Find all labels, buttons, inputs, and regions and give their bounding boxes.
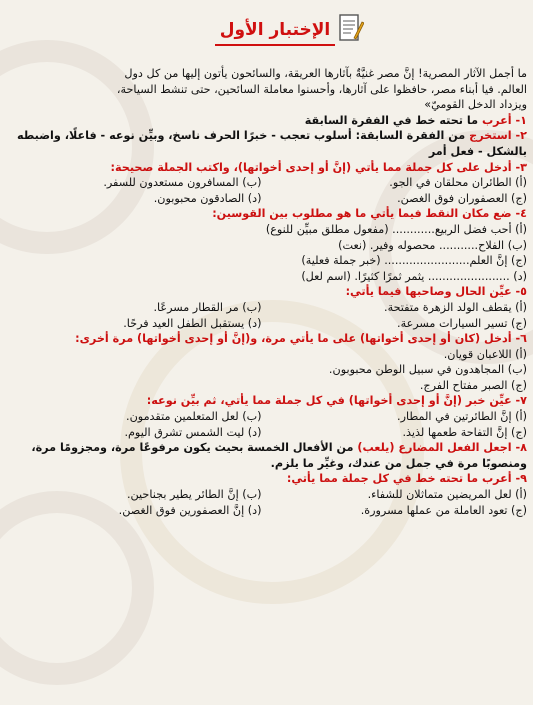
question-9-items [6, 487, 527, 518]
question-5-items [6, 300, 527, 331]
question-8 [6, 440, 527, 471]
list-item: (ب) المسافرون مستعدون للسفر. [103, 176, 262, 190]
question-7-heading: ٧- عيِّن خبر (إنَّ أو إحدى أخواتها) في كل جملة مما يأتي، ثم بيِّن نوعه: [146, 394, 527, 408]
question-1 [6, 113, 527, 129]
question-2-text: من الفقرة السابقة: أسلوب تعجب - خبرًا الحرف ناسخ، وبيِّن نوعه - فاعلًا، واضبطه [17, 129, 470, 143]
list-item: (ب) إنَّ الطائر يطير بجناحين. [126, 488, 262, 502]
question-8-text: من الأفعال الخمسة بحيث يكون مرفوعًا مرة، ومجزومًا مرة، [31, 441, 358, 455]
question-6-items [6, 347, 527, 394]
question-9-heading: ٩- أعرب ما تحته خط في كل جملة مما يأتي: [286, 472, 527, 486]
list-item: (ج) العصفوران فوق الغصن. [397, 191, 527, 205]
list-item: (أ) لعل المريضين متماثلان للشفاء. [367, 488, 527, 502]
question-8-number: ٨- اجعل الفعل المضارع (يلعب) [357, 441, 527, 455]
title-underline [215, 44, 335, 46]
question-2 [6, 128, 527, 159]
list-item: (ج) تسير السيارات مسرعة. [397, 316, 527, 330]
list-item: (د) ....................... يثمر ثمرًا كثيرًا. (اسم لعل) [301, 269, 527, 283]
list-item: (أ) إنَّ الطائرتين في المطار. [397, 410, 527, 424]
list-item: (د) الصادقون محبوبون. [153, 191, 262, 205]
question-4-items [6, 222, 527, 284]
question-6-heading: ٦- أدخل (كان أو إحدى أخواتها) على ما يأتي مرة، و(إنَّ أو إحدى أخواتها) مرة أخرى: [75, 332, 527, 346]
exam-content [6, 66, 527, 518]
question-3-items [6, 175, 527, 206]
intro-paragraph [6, 66, 527, 113]
list-item: (ج) تعود العاملة من عملها مسرورة. [360, 503, 527, 517]
question-4-heading: ٤- ضع مكان النقط فيما يأتي ما هو مطلوب بين القوسين: [212, 207, 527, 221]
list-item: (أ) اللاعبان قويان. [443, 347, 527, 361]
question-3-heading: ٣- أدخل على كل جملة مما يأتي (إنَّ أو إحدى أخواتها)، واكتب الجملة صحيحة: [110, 160, 527, 174]
question-2-number: ٢- استخرج [469, 129, 527, 143]
list-item: (ب) المجاهدون في سبيل الوطن محبوبون. [328, 363, 527, 377]
list-item: (ب) لعل المتعلمين متقدمون. [126, 410, 262, 424]
page-title: الإختبار الأول [219, 20, 331, 40]
list-item: (د) يستقبل الطفل العيد فرحًا. [123, 316, 262, 330]
list-item: (ج) الصبر مفتاح الفرج. [419, 378, 527, 392]
watermark-shape [0, 491, 154, 685]
question-7-items [6, 409, 527, 440]
intro-line: العالم. فيا أبناء مصر، حافظوا على آثارها، وأحسنوا معاملة السائحين، حتى تنشط السياحة، [116, 82, 527, 96]
document-pencil-icon [338, 12, 364, 44]
list-item: (ج) إنَّ العلم........................ (خبر جملة فعلية) [301, 254, 527, 268]
question-5-heading: ٥- عيِّن الحال وصاحبها فيما يأتي: [345, 285, 527, 299]
list-item: (ب) مر القطار مسرعًا. [153, 300, 262, 314]
header [0, 6, 533, 58]
question-8-text-cont: ومنصوبًا مرة في جمل من عندك، وغيِّر ما يلزم. [270, 456, 527, 470]
list-item: (أ) أحب فضل الربيع............ (مفعول مطلق مبيِّن للنوع) [265, 222, 527, 236]
question-2-text-cont: بالشكل - فعل أمر [428, 144, 527, 158]
list-item: (أ) الطائران محلقان في الجو. [389, 176, 527, 190]
list-item: (د) ليت الشمس تشرق اليوم. [124, 425, 262, 439]
list-item: (ب) الفلاح........... محصوله وفير. (نعت) [338, 238, 527, 252]
list-item: (د) إنَّ العصفورين فوق الغصن. [118, 503, 262, 517]
question-1-text: ما تحته خط في الفقرة السابقة [304, 113, 482, 127]
intro-line: ويزداد الدخل القوميّ» [424, 98, 527, 112]
intro-line: ما أجمل الآثار المصرية! إنَّ مصر غنيَّةٌ بآثارها العريقة، والسائحون يأتون إليها من كل دول [124, 67, 527, 80]
list-item: (أ) يقطف الولد الزهرة متفتحة. [384, 300, 527, 314]
question-1-number: ١- أعرب [481, 113, 527, 127]
list-item: (ج) إنَّ التفاحة طعمها لذيذ. [402, 425, 527, 439]
